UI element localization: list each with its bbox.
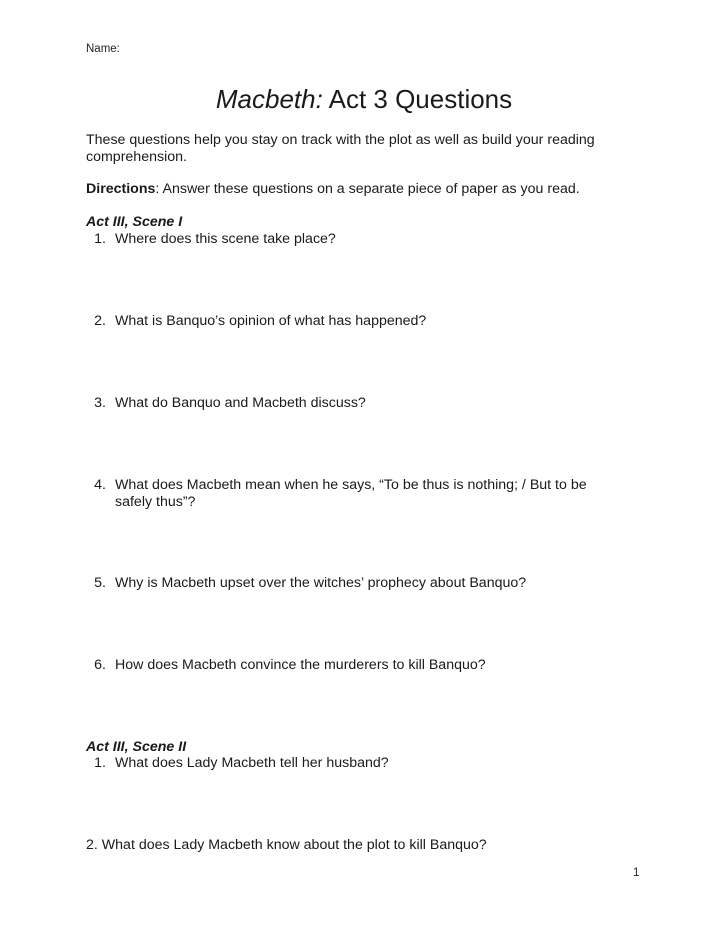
directions-text: : Answer these questions on a separate piece of paper as you read. xyxy=(155,181,580,197)
question-text: What does Macbeth mean when he says, “To be thus is nothing; / But to be safely thus”? xyxy=(115,477,587,510)
question-text: How does Macbeth convince the murderers to kill Banquo? xyxy=(115,657,486,673)
question-number: 6. xyxy=(94,657,106,673)
name-label: Name: xyxy=(86,43,120,55)
question-number: 1. xyxy=(94,231,106,247)
title-play-name: Macbeth: xyxy=(215,84,323,114)
question-number: 1. xyxy=(94,755,106,771)
page-number: 1 xyxy=(633,867,640,879)
question-number: 4. xyxy=(94,477,106,493)
question-text: Why is Macbeth upset over the witches’ prophecy about Banquo? xyxy=(115,575,527,591)
directions-label: Directions xyxy=(86,181,156,197)
scene2-heading: Act III, Scene II xyxy=(86,739,187,755)
scene1-heading: Act III, Scene I xyxy=(86,214,183,230)
question-number: 2. xyxy=(94,313,106,329)
question-text: Where does this scene take place? xyxy=(115,231,336,247)
question-number: 3. xyxy=(94,395,106,411)
question-item: 2. What does Lady Macbeth know about the plot to kill Banquo? xyxy=(86,837,487,853)
question-text: What do Banquo and Macbeth discuss? xyxy=(115,395,366,411)
question-number: 5. xyxy=(94,575,106,591)
intro-paragraph: These questions help you stay on track with the plot as well as build your reading comprehension. xyxy=(86,132,595,165)
title-rest: Act 3 Questions xyxy=(322,84,513,114)
page-title xyxy=(0,84,728,115)
directions-paragraph xyxy=(86,181,646,198)
question-text: What does Lady Macbeth tell her husband? xyxy=(115,755,389,771)
question-text: What is Banquo’s opinion of what has happened? xyxy=(115,313,427,329)
